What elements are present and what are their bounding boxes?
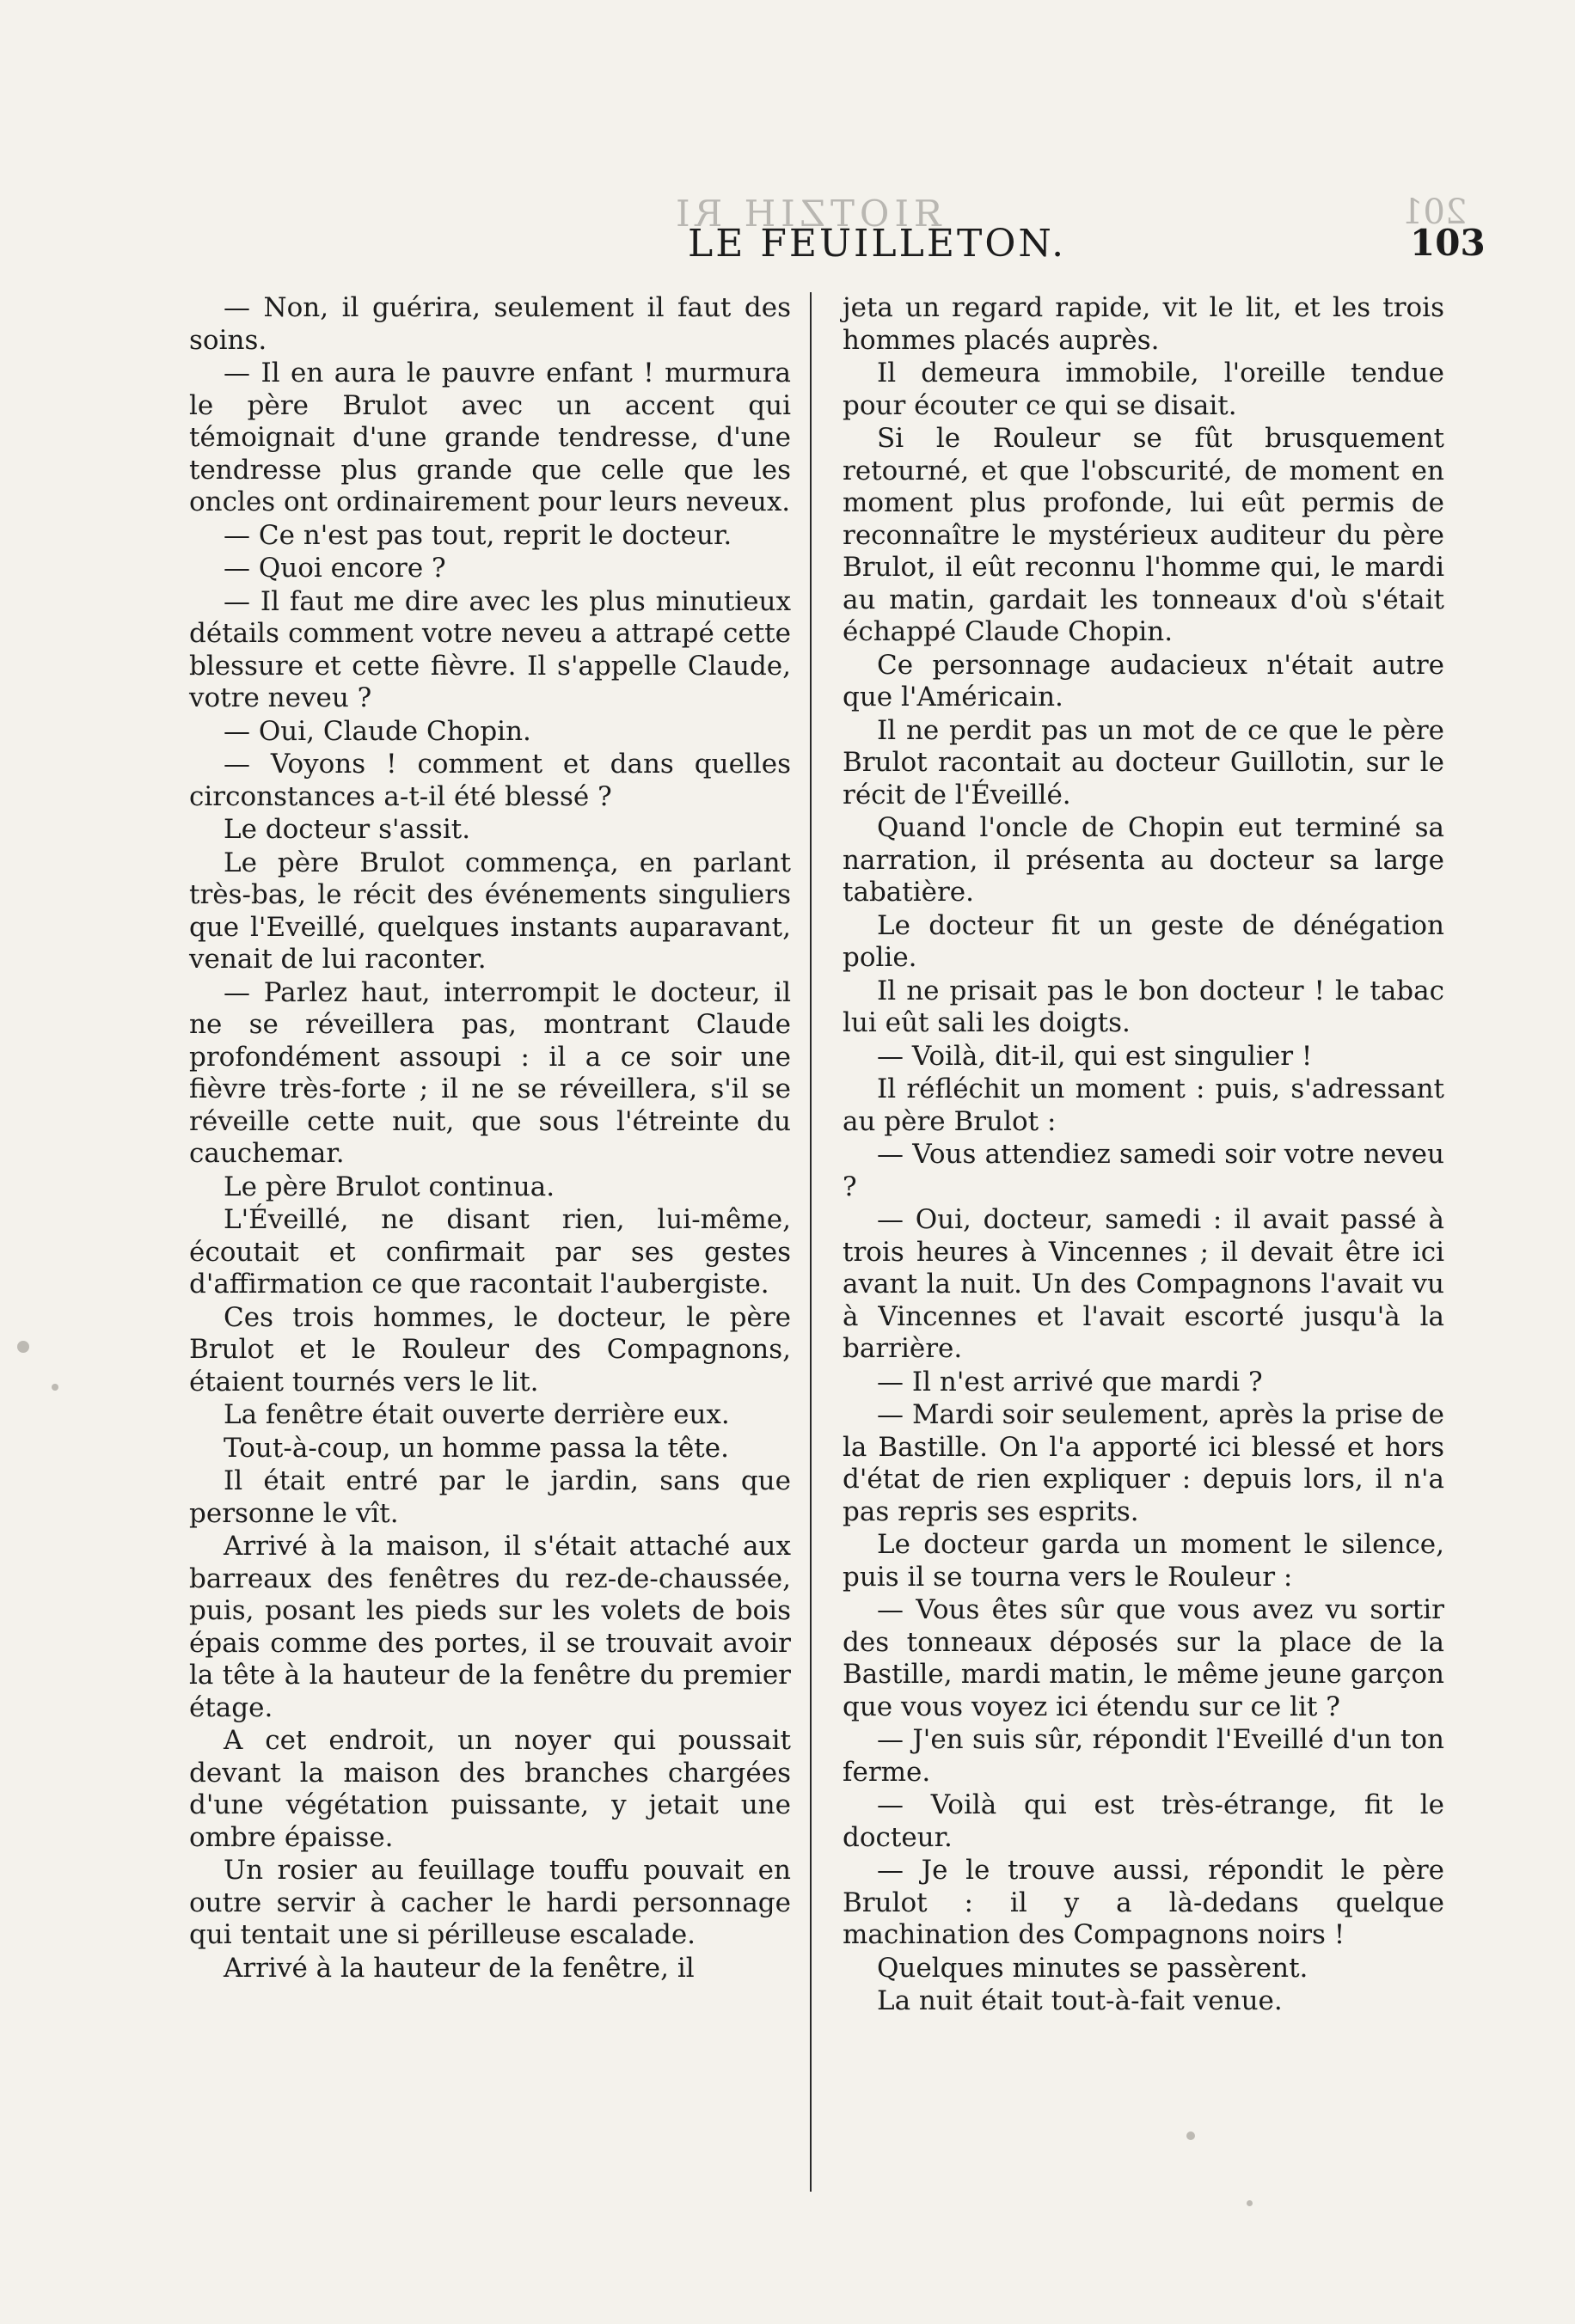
paragraph: Arrivé à la hauteur de la fenêtre, il <box>224 1952 695 1984</box>
paragraph: Il ne perdit pas un mot de ce que le père Brulot racontait au docteur Guillotin, sur le récit de l'Éveillé. <box>843 714 1444 810</box>
paragraph: Quand l'oncle de Chopin eut terminé sa narration, il présenta au docteur sa large tabatière. <box>843 812 1444 908</box>
column-divider <box>810 292 812 2192</box>
paper-speck <box>17 1341 29 1353</box>
paragraph: Le père Brulot continua. <box>224 1171 555 1202</box>
paragraph: Le docteur fit un geste de dénégation polie. <box>843 909 1444 973</box>
paragraph: — Non, il guérira, seulement il faut des soins. <box>189 292 791 356</box>
paragraph: L'Éveillé, ne disant rien, lui-même, écoutait et confirmait par ses gestes d'affirmation ce que racontait l'aubergiste. <box>189 1204 791 1300</box>
paper-speck <box>1247 2200 1253 2206</box>
paper-speck <box>52 1384 58 1391</box>
paragraph: Quelques minutes se passèrent. <box>877 1952 1308 1984</box>
paragraph: — Il faut me dire avec les plus minutieux détails comment votre neveu a attrapé cette blessure et cette fièvre. Il s'appelle Claude, votre neveu ? <box>189 585 791 713</box>
paragraph: — Oui, Claude Chopin. <box>224 715 531 747</box>
paragraph: — Parlez haut, interrompit le docteur, il ne se réveillera pas, montrant Claude profondément assoupi : il a ce soir une fièvre très-forte ; il ne se réveillera, s'il se réveille cette nuit, que sous l'étreinte du cauchemar. <box>189 976 791 1169</box>
paragraph: Arrivé à la maison, il s'était attaché aux barreaux des fenêtres du rez-de-chaussée, puis, posant les pieds sur les volets de bois épais comme des portes, il se trouvait avoir la tête à la hauteur de la fenêtre du premier étage. <box>189 1531 791 1723</box>
paragraph: Ces trois hommes, le docteur, le père Brulot et le Rouleur des Compagnons, étaient tournés vers le lit. <box>189 1301 791 1397</box>
paragraph: Il demeura immobile, l'oreille tendue pour écouter ce qui se disait. <box>843 358 1444 421</box>
paragraph: Ce personnage audacieux n'était autre que l'Américain. <box>843 649 1444 712</box>
bleed-through-number: 201 <box>1401 193 1468 232</box>
paragraph: Le docteur s'assit. <box>224 814 471 845</box>
paragraph: — Oui, docteur, samedi : il avait passé à trois heures à Vincennes ; il devait être ici avant la nuit. Un des Compagnons l'avait vu à Vincennes et l'avait escorté jusqu'à la barrière. <box>843 1204 1444 1364</box>
paragraph: — Ce n'est pas tout, reprit le docteur. <box>224 519 732 551</box>
paragraph: — Il n'est arrivé que mardi ? <box>877 1366 1263 1397</box>
paragraph: jeta un regard rapide, vit le lit, et les trois hommes placés auprès. <box>843 292 1444 356</box>
bleed-through-text: ЯIOTZIH RI <box>671 193 943 235</box>
paragraph: Tout-à-coup, un homme passa la tête. <box>224 1432 729 1464</box>
paragraph: Le docteur garda un moment le silence, puis il se tourna vers le Rouleur : <box>843 1529 1444 1593</box>
paragraph: Il était entré par le jardin, sans que personne le vît. <box>189 1465 791 1529</box>
paragraph: La nuit était tout-à-fait venue. <box>877 1985 1283 2016</box>
paragraph: — Vous êtes sûr que vous avez vu sortir des tonneaux déposés sur la place de la Bastille, mardi matin, le même jeune garçon que vous voyez ici étendu sur ce lit ? <box>843 1594 1444 1722</box>
paragraph: Un rosier au feuillage touffu pouvait en outre servir à cacher le hardi personnage qui tentait une si périlleuse escalade. <box>189 1855 791 1950</box>
right-column <box>843 292 1444 2019</box>
paragraph: — J'en suis sûr, répondit l'Eveillé d'un ton ferme. <box>843 1724 1444 1788</box>
paragraph: Il ne prisait pas le bon docteur ! le tabac lui eût sali les doigts. <box>843 975 1444 1038</box>
paragraph: Il réfléchit un moment : puis, s'adressant au père Brulot : <box>843 1073 1444 1137</box>
paragraph: La fenêtre était ouverte derrière eux. <box>224 1399 730 1430</box>
paragraph: A cet endroit, un noyer qui poussait devant la maison des branches chargées d'une végétation puissante, y jetait une ombre épaisse. <box>189 1725 791 1853</box>
paragraph: — Voilà, dit-il, qui est singulier ! <box>877 1040 1313 1072</box>
paragraph: — Mardi soir seulement, après la prise de la Bastille. On l'a apporté ici blessé et hors d'état de rien expliquer : depuis lors, il n'a pas repris ses esprits. <box>843 1399 1444 1527</box>
paragraph: Si le Rouleur se fût brusquement retourné, et que l'obscurité, de moment en moment plus profonde, lui eût permis de reconnaître le mystérieux auditeur du père Brulot, il eût reconnu l'homme qui, le mardi au matin, gardait les tonneaux d'où s'était échappé Claude Chopin. <box>843 423 1444 647</box>
left-column <box>189 292 791 1985</box>
running-title: LE FEUILLETON. <box>688 222 1067 266</box>
paragraph: — Je le trouve aussi, répondit le père Brulot : il y a là-dedans quelque machination des Compagnons noirs ! <box>843 1855 1444 1950</box>
paragraph: — Voyons ! comment et dans quelles circonstances a-t-il été blessé ? <box>189 749 791 812</box>
paragraph: — Quoi encore ? <box>224 553 446 584</box>
paragraph: — Vous attendiez samedi soir votre neveu ? <box>843 1139 1444 1202</box>
page-number: 103 <box>1410 222 1486 264</box>
paragraph: — Voilà qui est très-étrange, fit le docteur. <box>843 1789 1444 1853</box>
paragraph: Le père Brulot commença, en parlant très-bas, le récit des événements singuliers que l'Eveillé, quelques instants auparavant, venait de lui raconter. <box>189 847 791 975</box>
paper-speck <box>1186 2131 1195 2140</box>
paragraph: — Il en aura le pauvre enfant ! murmura le père Brulot avec un accent qui témoignait d'une grande tendresse, d'une tendresse plus grande que celle que les oncles ont ordinairement pour leurs neveux. <box>189 358 791 517</box>
